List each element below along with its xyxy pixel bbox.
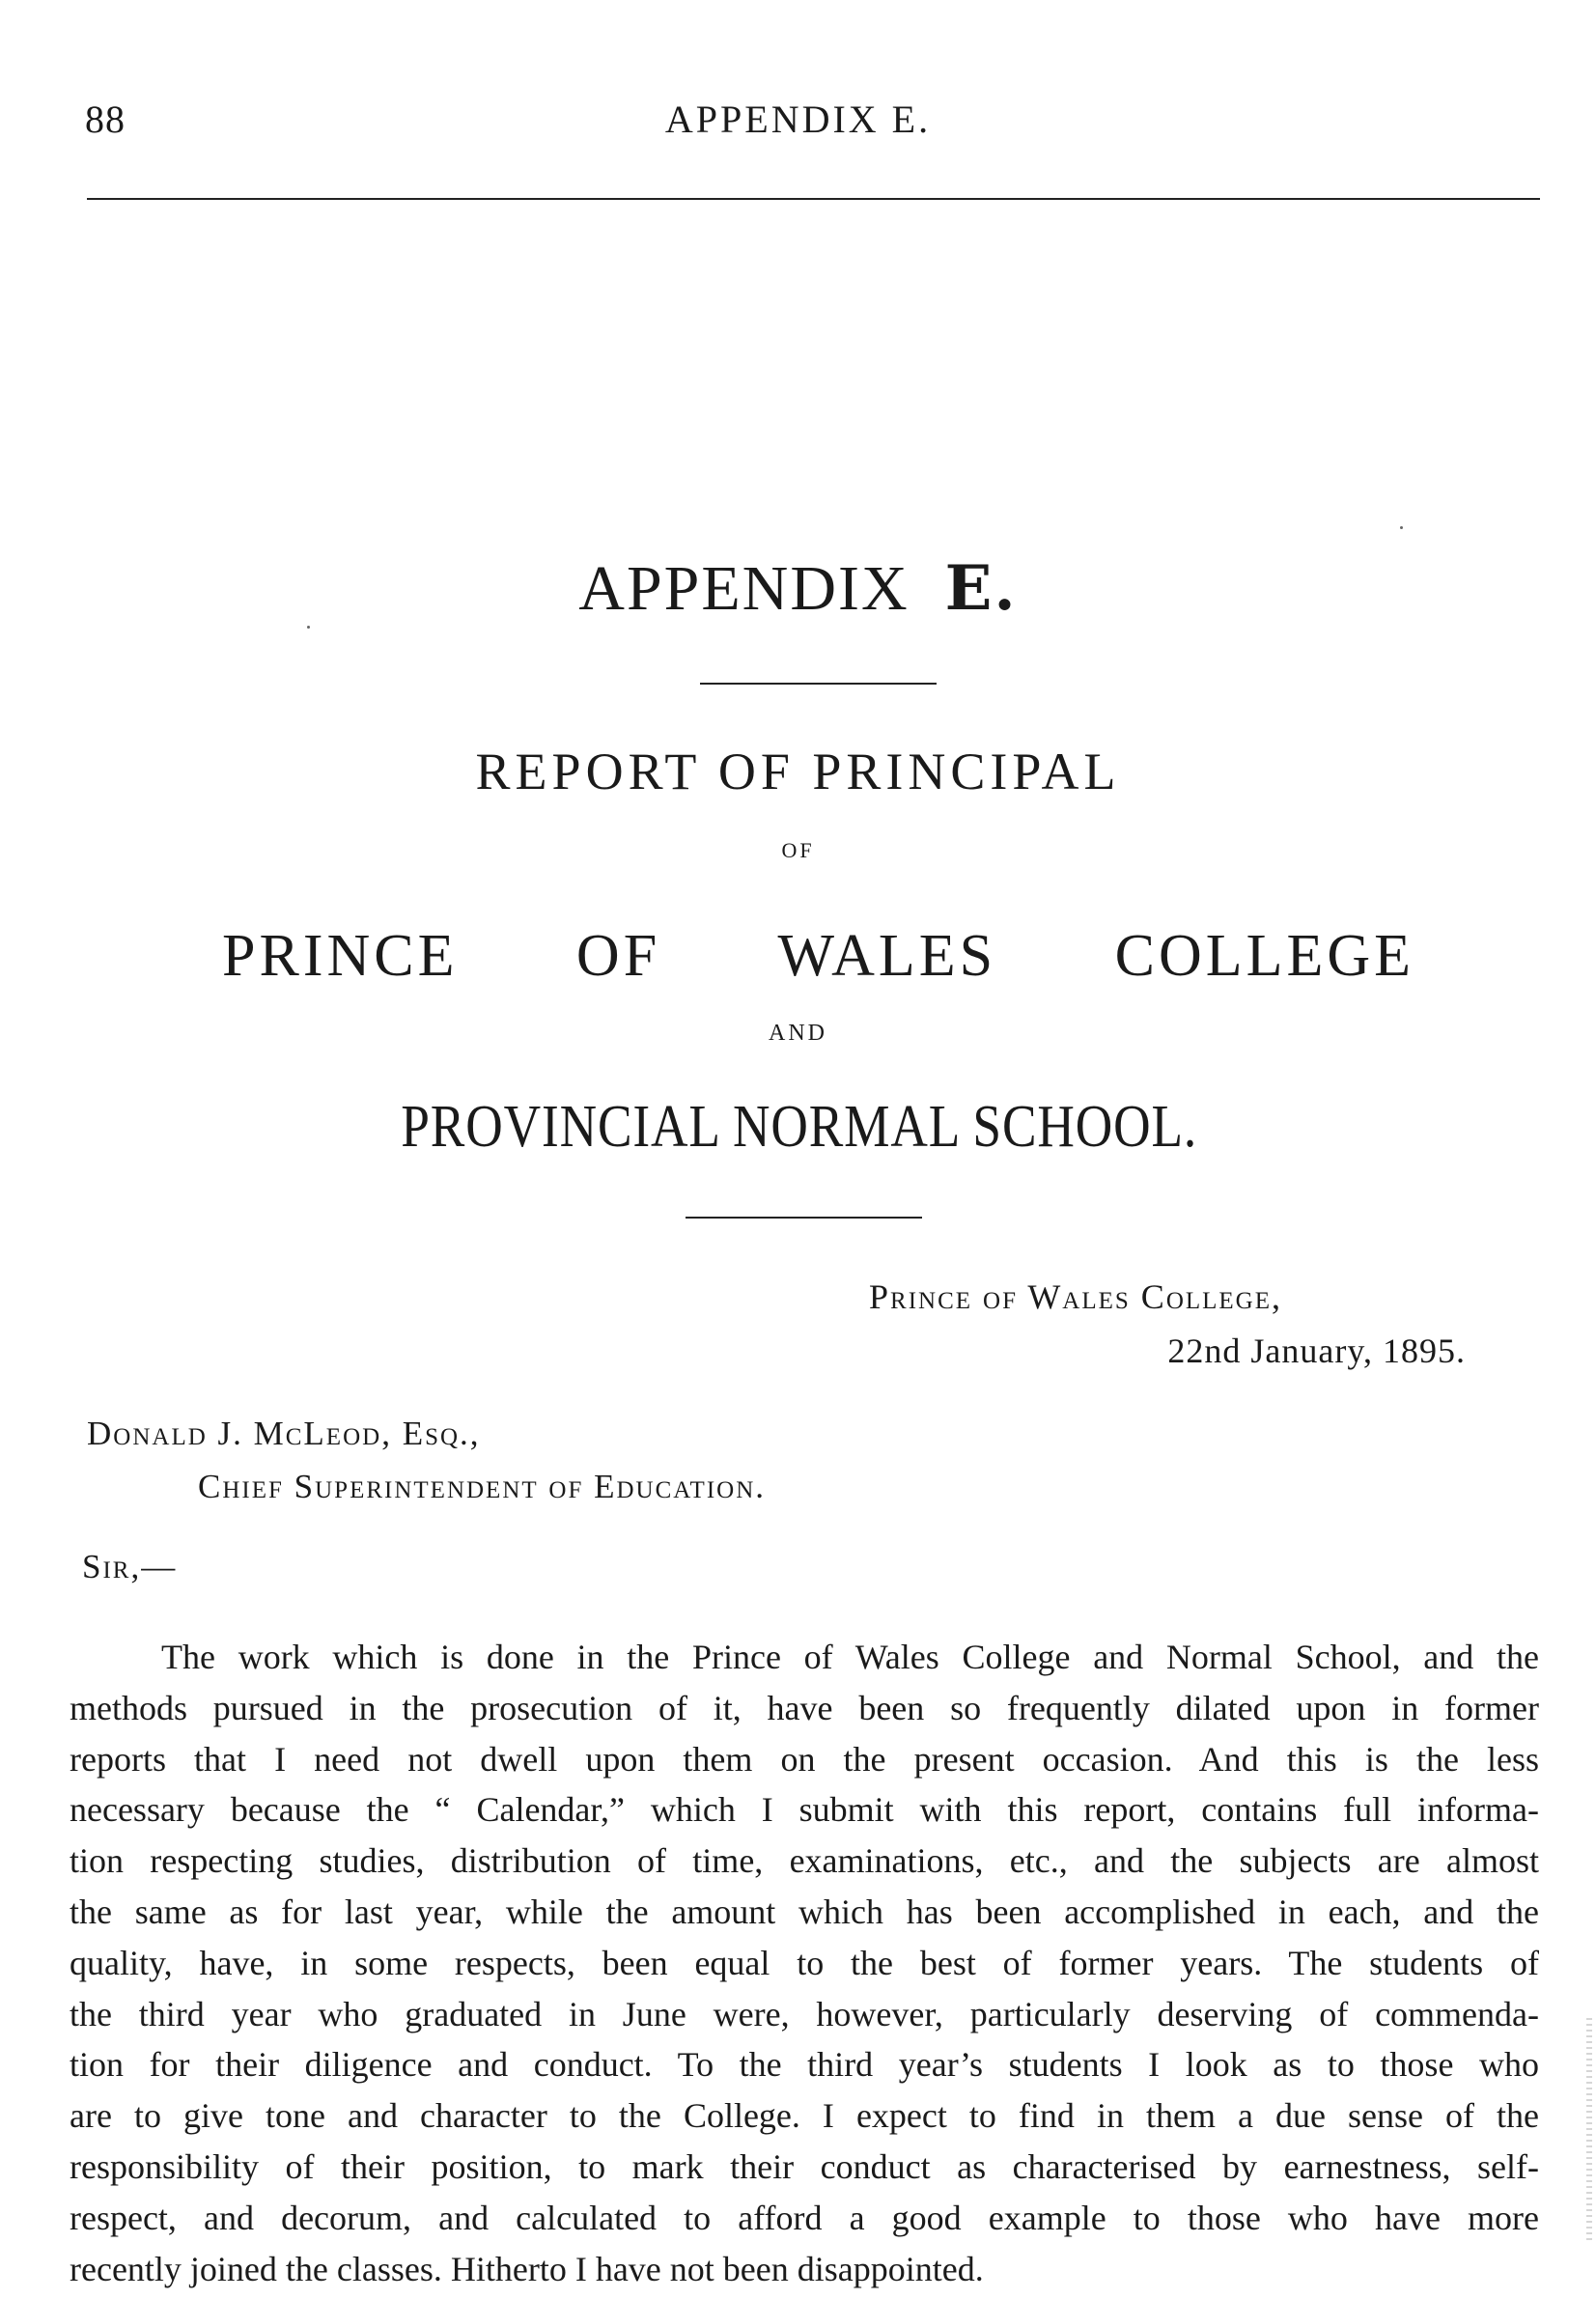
and-connector: AND [769, 1021, 827, 1046]
college-title [222, 922, 1414, 991]
body-line: respect, and decorum, and calculated to afford a good example to those who have more [70, 2198, 1539, 2237]
school-title: PROVINCIAL NORMAL SCHOOL. [401, 1094, 1198, 1160]
body-line: recently joined the classes. Hitherto I have not been disappointed. [70, 2249, 984, 2288]
scan-edge-mark [1586, 2018, 1592, 2240]
report-title: REPORT OF PRINCIPAL [475, 743, 1121, 800]
body-line: necessary because the “ Calendar,” which I submit with this report, contains full informa- [70, 1790, 1539, 1830]
dateline-date: 22nd January, 1895. [1167, 1332, 1466, 1370]
addressee-title: Chief Superintendent of Education. [198, 1468, 767, 1505]
appendix-word: APPENDIX [578, 553, 910, 624]
scan-speck [1400, 526, 1403, 529]
college-word-3: WALES [777, 923, 997, 989]
body-line: the third year who graduated in June were, however, particularly deserving of commenda- [70, 1994, 1539, 2033]
body-line: are to give tone and character to the College. I expect to find in them a due sense of the [70, 2096, 1539, 2136]
header-rule [87, 198, 1540, 200]
body-line: tion respecting studies, distribution of time, examinations, etc., and the subjects are almost [70, 1841, 1539, 1881]
body-line: responsibility of their position, to mark their conduct as characterised by earnestness, self- [70, 2146, 1539, 2186]
title-divider-top [700, 683, 937, 685]
body-line: The work which is done in the Prince of Wales College and Normal School, and the [161, 1638, 1539, 1676]
body-paragraph [70, 1632, 1539, 2294]
college-word-1: PRINCE [222, 923, 459, 989]
page-number: 88 [85, 98, 126, 141]
body-line: reports that I need not dwell upon them on the present occasion. And this is the less [70, 1739, 1539, 1779]
addressee-name: Donald J. McLeod, Esq., [87, 1415, 481, 1452]
college-word-4: COLLEGE [1114, 923, 1414, 989]
body-line: quality, have, in some respects, been equal to the best of former years. The students of [70, 1943, 1539, 1982]
body-line: the same as for last year, while the amount which has been accomplished in each, and the [70, 1892, 1539, 1931]
appendix-title [0, 552, 1596, 626]
running-head: APPENDIX E. [664, 98, 932, 141]
appendix-letter: E. [944, 552, 1018, 625]
scan-speck [307, 626, 310, 629]
body-line: methods pursued in the prosecution of it, have been so frequently dilated upon in former [70, 1688, 1539, 1727]
dateline-place: Prince of Wales College, [869, 1277, 1283, 1316]
salutation: Sir,— [82, 1548, 178, 1585]
title-divider-bottom [686, 1217, 922, 1219]
college-word-2: OF [575, 923, 661, 989]
of-connector: OF [781, 838, 815, 862]
body-line: tion for their diligence and conduct. To the third year’s students I look as to those who [70, 2045, 1539, 2085]
